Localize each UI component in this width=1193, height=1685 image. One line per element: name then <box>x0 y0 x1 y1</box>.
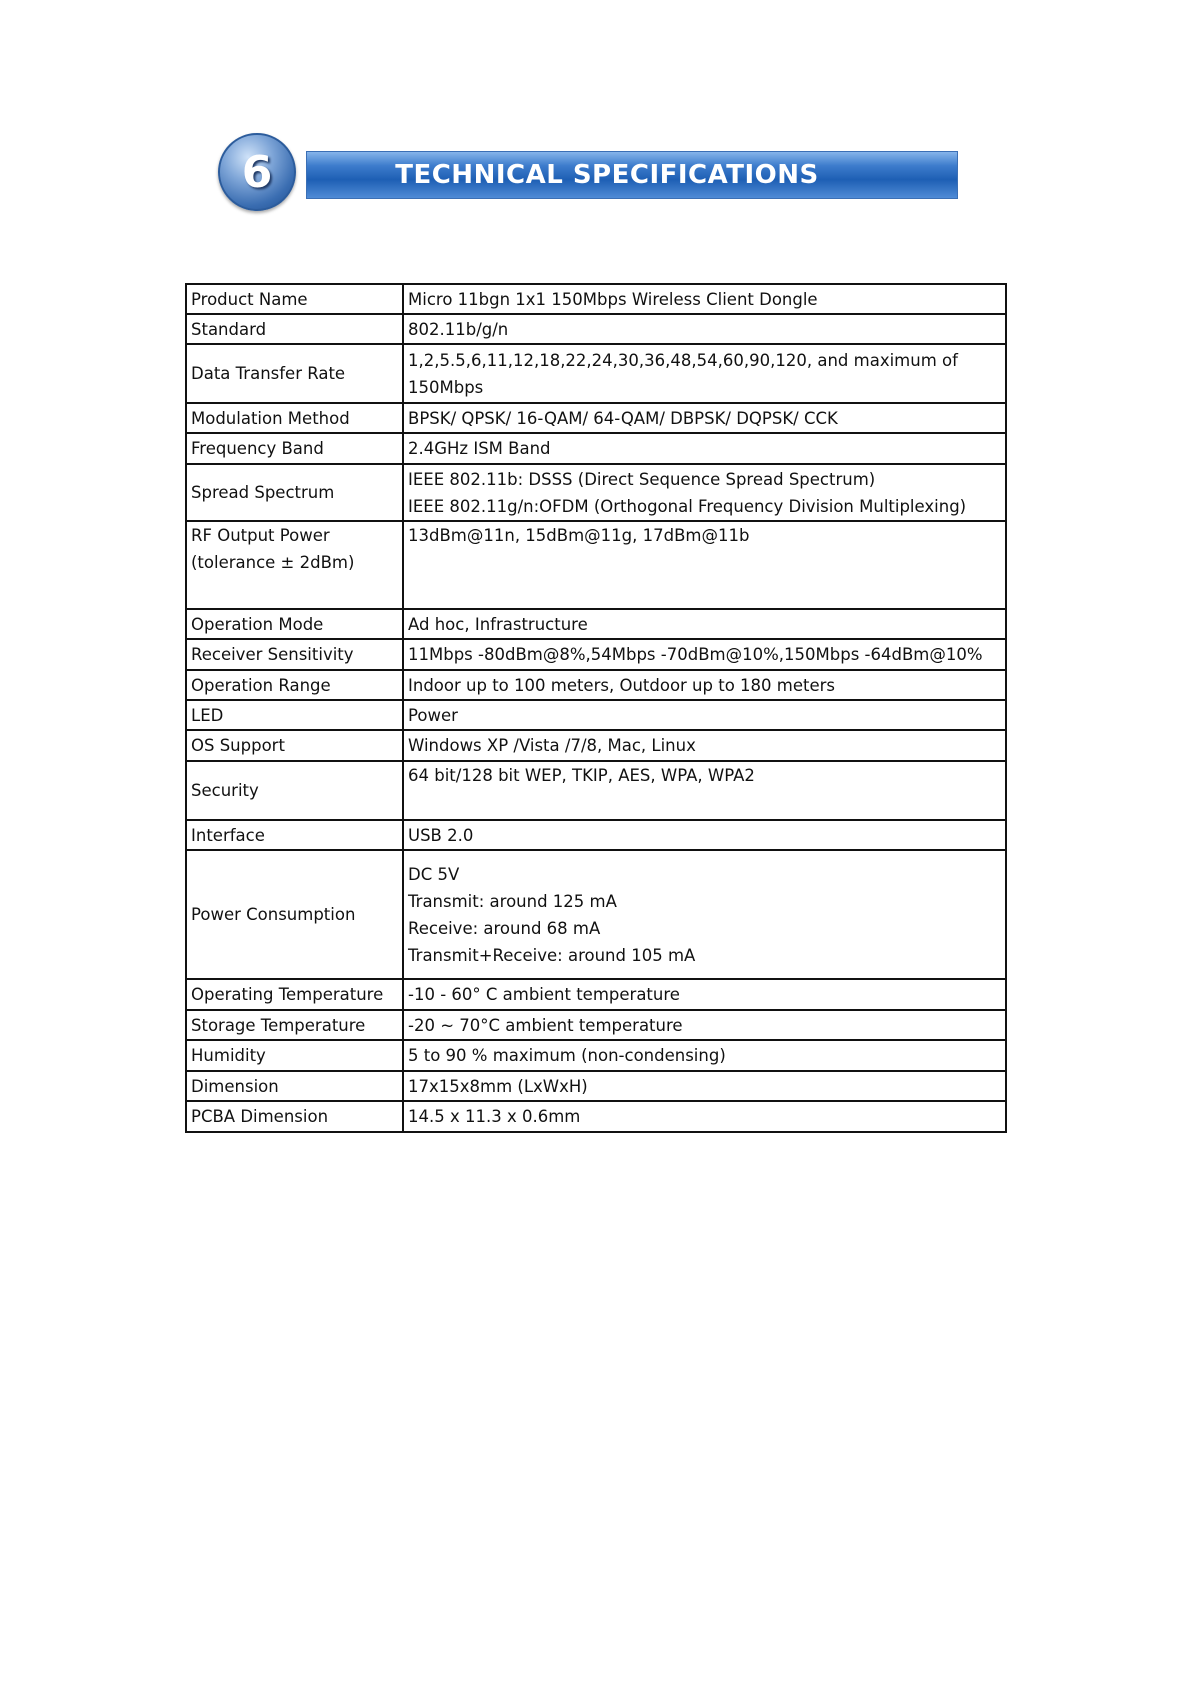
spec-row <box>186 730 1006 761</box>
spec-label: Storage Temperature <box>186 1010 403 1040</box>
spec-value: 64 bit/128 bit WEP, TKIP, AES, WPA, WPA2 <box>403 761 1006 820</box>
spec-value: -10 - 60° C ambient temperature <box>403 979 1006 1010</box>
spec-value <box>403 850 1006 979</box>
spec-row <box>186 314 1006 344</box>
section-number: 6 <box>241 146 273 198</box>
spec-label: Power Consumption <box>186 850 403 979</box>
spec-label <box>186 521 403 609</box>
spec-value: USB 2.0 <box>403 820 1006 850</box>
spec-label: Operation Range <box>186 670 403 700</box>
spec-label: LED <box>186 700 403 730</box>
spec-label: Operating Temperature <box>186 979 403 1010</box>
section-number-badge <box>218 133 296 211</box>
spec-label-line: RF Output Power <box>191 526 330 545</box>
spec-table <box>185 283 1007 1133</box>
spec-value <box>403 344 1006 403</box>
spec-row <box>186 979 1006 1010</box>
spec-row <box>186 433 1006 464</box>
spec-row <box>186 284 1006 314</box>
spec-row <box>186 1010 1006 1040</box>
spec-label: Interface <box>186 820 403 850</box>
spec-label: OS Support <box>186 730 403 761</box>
spec-row <box>186 1040 1006 1071</box>
spec-row <box>186 1101 1006 1132</box>
spec-value: BPSK/ QPSK/ 16-QAM/ 64-QAM/ DBPSK/ DQPSK/ CCK <box>403 403 1006 433</box>
spec-row <box>186 521 1006 609</box>
spec-value: Indoor up to 100 meters, Outdoor up to 180 meters <box>403 670 1006 700</box>
spec-label: Humidity <box>186 1040 403 1071</box>
spec-row <box>186 344 1006 403</box>
spec-label: Security <box>186 761 403 820</box>
spec-value-line: IEEE 802.11g/n:OFDM (Orthogonal Frequency Division Multiplexing) <box>408 496 967 516</box>
spec-value: 14.5 x 11.3 x 0.6mm <box>403 1101 1006 1132</box>
spec-label: Standard <box>186 314 403 344</box>
spec-value: Micro 11bgn 1x1 150Mbps Wireless Client Dongle <box>403 284 1006 314</box>
section-header <box>218 133 958 217</box>
spec-value: Windows XP /Vista /7/8, Mac, Linux <box>403 730 1006 761</box>
spec-row <box>186 670 1006 700</box>
spec-value-line: IEEE 802.11b: DSSS (Direct Sequence Spread Spectrum) <box>408 469 876 489</box>
spec-value-line: Transmit: around 125 mA <box>408 891 617 911</box>
spec-value: 5 to 90 % maximum (non-condensing) <box>403 1040 1006 1071</box>
section-title-banner <box>306 151 958 199</box>
spec-value: 17x15x8mm (LxWxH) <box>403 1071 1006 1101</box>
spec-label-line: (tolerance ± 2dBm) <box>191 553 355 572</box>
spec-value: -20 ~ 70°C ambient temperature <box>403 1010 1006 1040</box>
spec-label: Spread Spectrum <box>186 464 403 521</box>
spec-label: PCBA Dimension <box>186 1101 403 1132</box>
spec-label: Receiver Sensitivity <box>186 639 403 670</box>
spec-row <box>186 820 1006 850</box>
spec-label: Dimension <box>186 1071 403 1101</box>
spec-row <box>186 639 1006 670</box>
spec-row <box>186 464 1006 521</box>
spec-row <box>186 850 1006 979</box>
spec-value: 2.4GHz ISM Band <box>403 433 1006 464</box>
spec-value-line: DC 5V <box>408 864 460 884</box>
spec-label: Operation Mode <box>186 609 403 639</box>
spec-value: Power <box>403 700 1006 730</box>
spec-label: Data Transfer Rate <box>186 344 403 403</box>
spec-row <box>186 403 1006 433</box>
spec-label: Modulation Method <box>186 403 403 433</box>
spec-row <box>186 700 1006 730</box>
spec-value-line: 150Mbps <box>408 377 484 397</box>
spec-label: Product Name <box>186 284 403 314</box>
spec-value: 802.11b/g/n <box>403 314 1006 344</box>
spec-value: 11Mbps -80dBm@8%,54Mbps -70dBm@10%,150Mbps -64dBm@10% <box>403 639 1006 670</box>
spec-label: Frequency Band <box>186 433 403 464</box>
spec-row <box>186 609 1006 639</box>
spec-value <box>403 464 1006 521</box>
spec-value-line: Transmit+Receive: around 105 mA <box>408 945 696 965</box>
section-title: TECHNICAL SPECIFICATIONS <box>395 160 819 190</box>
spec-row <box>186 761 1006 820</box>
spec-value: 13dBm@11n, 15dBm@11g, 17dBm@11b <box>403 521 1006 609</box>
spec-row <box>186 1071 1006 1101</box>
spec-value-line: 1,2,5.5,6,11,12,18,22,24,30,36,48,54,60,90,120, and maximum of <box>408 350 958 370</box>
spec-value: Ad hoc, Infrastructure <box>403 609 1006 639</box>
spec-value-line: Receive: around 68 mA <box>408 918 601 938</box>
